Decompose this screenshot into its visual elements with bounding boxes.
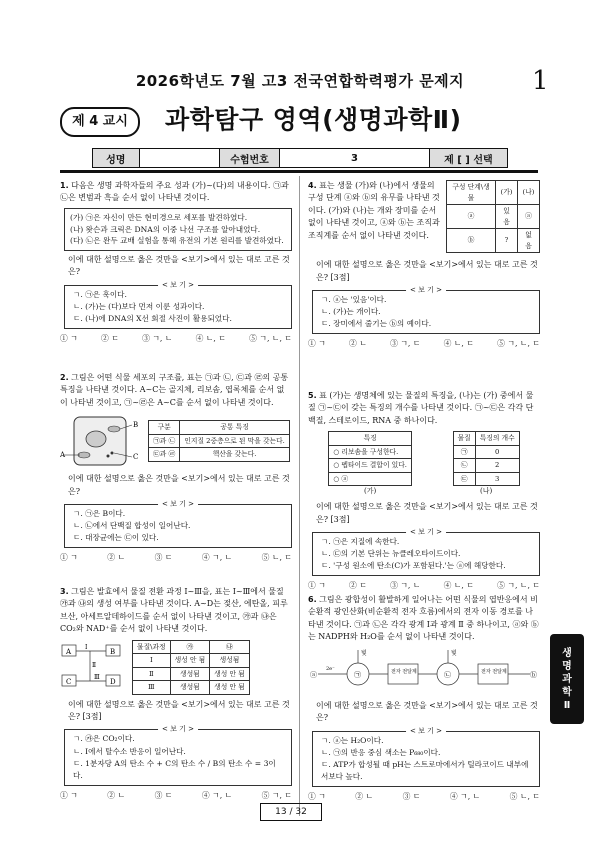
svg-text:Ⅲ: Ⅲ (94, 674, 100, 682)
q3-table: 물질\과정 ㉮ ㉯ Ⅰ 생성 안 됨 생성됨 Ⅱ 생성됨 생성 안 됨 Ⅲ 생성됨 생성 안 됨 (132, 640, 250, 695)
q3-choices: ① ㄱ ② ㄴ ③ ㄷ ④ ㄱ, ㄴ ⑤ ㄱ, ㄷ (60, 791, 292, 801)
q3-bogi: < 보 기 > ㄱ. ㉮은 CO₂이다. ㄴ. Ⅰ에서 탈수소 반응이 일어난다. ㄷ. 1분자당 A의 탄소 수 + C의 탄소 수 / B의 탄소 수 = 3이다. (64, 729, 292, 786)
q1-statements (64, 208, 292, 251)
page-footer: 13 / 32 (260, 803, 322, 821)
choice-1[interactable]: ① ㄱ (60, 334, 78, 344)
q4-bogi: < 보 기 > ㄱ. ⓐ는 '있음'이다. ㄴ. (가)는 개이다. ㄷ. 장미에서 줄기는 ⓑ의 예이다. (312, 290, 540, 334)
label-b: B (133, 421, 139, 430)
choice-3[interactable]: ③ ㄱ, ㄴ (142, 334, 173, 344)
subject-title: 과학탐구 영역(생명과학Ⅱ) (165, 105, 462, 134)
choice-4[interactable]: ④ ㄴ, ㄷ (195, 334, 226, 344)
session-badge: 제 4 교시 (60, 107, 140, 137)
question-4: 4. 표는 생물 (가)와 (나)에서 생물의 구성 단계 ⓐ와 ⓑ의 유무를 나타낸 것이다. (가)와 (나)는 개와 장미를 순서 없이 나타낸 것이고, ⓐ와 ⓑ는 조직과 조직계를 순서 없이 나타낸 것이다. 구성 단계\생물 (가) (나) ⓐ 있음 ⓐ ⓑ ? 없음 이에 대한 설명으로 옳은 것만을 <보기>에서 있는 대로 고른 것은? [3점] < 보 기 > ㄱ. ⓐ는 '있음'이다. ㄴ. (가)는 개이다. ㄷ. 장미에서 줄기는 ⓑ의 예이다. ① ㄱ ② ㄴ ③ ㄱ, ㄷ ④ ㄴ, ㄷ ⑤ ㄱ, ㄴ, ㄷ (308, 180, 540, 350)
fermentation-diagram (60, 643, 126, 691)
q2-number: 2. (60, 373, 69, 382)
name-field[interactable] (140, 149, 220, 167)
q1-item: (나) 왓슨과 크릭은 DNA의 이중 나선 구조를 알아내었다. (70, 224, 261, 234)
label-a: A (60, 451, 66, 460)
svg-text:빛: 빛 (451, 649, 457, 657)
exam-no-label: 수험번호 (220, 149, 280, 167)
svg-text:㉡: ㉡ (444, 670, 451, 679)
q5-stem: 표 (가)는 생명체에 있는 물질의 특징을, (나)는 (가) 중에서 물질 ㉠~㉢이 갖는 특징의 개수를 나타낸 것이다. ㉠~㉢은 각각 단백질, 스테로이드, RNA 중 하나이다. (308, 391, 534, 425)
q2-choices: ① ㄱ ② ㄴ ③ ㄷ ④ ㄱ, ㄴ ⑤ ㄴ, ㄷ (60, 553, 292, 563)
q6-choices: ① ㄱ ② ㄴ ③ ㄷ ④ ㄱ, ㄴ ⑤ ㄴ, ㄷ (308, 792, 540, 802)
svg-text:전자 전달계: 전자 전달계 (481, 668, 507, 675)
q2-table: 구분 공통 특징 ㉠과 ㉡ 인지질 2중층으로 된 막을 갖는다. ㉢과 ㉣ 핵산을 갖는다. (148, 420, 290, 462)
svg-text:ⓐ: ⓐ (310, 670, 317, 679)
question-2 (60, 372, 292, 564)
q1-bogi-item: ㄷ. (나)에 DNA의 X선 회절 사진이 활용되었다. (73, 314, 232, 324)
question-3: 3. 그림은 발효에서 물질 전환 과정 Ⅰ~Ⅲ을, 표는 Ⅰ~Ⅲ에서 물질 ㉮과 ㉯의 생성 여부를 나타낸 것이다. A~D는 젖산, 에탄올, 피루브산, 아세트알데하이드를 순서 없이 나타낸 것이고, ㉮과 ㉯은 CO₂와 NAD⁺를 순서 없이 나타낸 것이다. A B C D Ⅰ Ⅱ Ⅲ 물질\과정 ㉮ ㉯ Ⅰ 생성 안 됨 생성됨 Ⅱ 생성됨 생성 안 됨 Ⅲ 생성됨 생성 안 됨 이에 대한 설명으로 옳은 것만을 <보기>에서 있는 대로 고른 것은? [3점] < 보 기 > ㄱ. ㉮은 CO₂이다. ㄴ. Ⅰ에서 탈수소 반응이 일어난다. ㄷ. 1분자당 A의 탄소 수 + C의 탄소 수 / B의 탄소 수 = 3이다. ① ㄱ ② ㄴ ③ ㄷ ④ ㄱ, ㄴ ⑤ ㄱ, ㄷ (60, 586, 292, 802)
q5-table-a: 특징 ○ 리보솜을 구성한다. ○ 펩타이드 결합이 있다. ○ ⓐ (328, 431, 412, 486)
q2-stem: 그림은 어떤 식물 세포의 구조를, 표는 ㉠과 ㉡, ㉢과 ㉣의 공통 특징을 나타낸 것이다. A~C는 골지체, 리보솜, 엽록체를 순서 없이 나타낸 것이고, ㉠~㉣은 A~C를 순서 없이 나타낸 것이다. (60, 373, 289, 407)
q6-bogi: < 보 기 > ㄱ. ⓐ는 H₂O이다. ㄴ. ㉠의 반응 중심 색소는 P₆₈₀이다. ㄷ. ATP가 합성될 때 pH는 스트로마에서가 틸라코이드 내부에서보다 높다. (312, 731, 540, 788)
electron-flow-diagram (308, 646, 538, 694)
q3-stem: 그림은 발효에서 물질 전환 과정 Ⅰ~Ⅲ을, 표는 Ⅰ~Ⅲ에서 물질 ㉮과 ㉯의 생성 여부를 나타낸 것이다. A~D는 젖산, 에탄올, 피루브산, 아세트알데하이드를 순서 없이 나타낸 것이고, ㉮과 ㉯은 CO₂와 NAD⁺를 순서 없이 나타낸 것이다. (60, 587, 288, 634)
q1-item: (다) ㉡은 완두 교배 실험을 통해 유전의 기본 원리를 발견하였다. (70, 236, 284, 246)
svg-text:전자 전달계: 전자 전달계 (391, 668, 417, 675)
choice-2[interactable]: ② ㄷ (101, 334, 119, 344)
svg-text:2e⁻: 2e⁻ (326, 665, 335, 672)
q5-table-b: 물질 특징의 개수 ㉠ 0 ㉡ 2 ㉢ 3 (453, 431, 520, 486)
svg-text:D: D (110, 678, 116, 687)
svg-text:ⓑ: ⓑ (530, 670, 537, 679)
question-5: 5. 표 (가)는 생명체에 있는 물질의 특징을, (나)는 (가) 중에서 물질 ㉠~㉢이 갖는 특징의 개수를 나타낸 것이다. ㉠~㉢은 각각 단백질, 스테로이드, RNA 중 하나이다. 특징 ○ 리보솜을 구성한다. ○ 펩타이드 결합이 있다. ○ ⓐ (가) 물질 특징의 개수 ㉠ 0 ㉡ 2 ㉢ 3 (나) 이에 대한 설명으로 옳은 것만을 <보기>에서 있는 대로 고른 것은? [3점] < 보 기 > ㄱ. ㉠은 지질에 속한다. ㄴ. ㉢의 기본 단위는 뉴클레오타이드이다. ㄷ. '구성 원소에 탄소(C)가 포함된다.'는 ⓐ에 해당한다. ① ㄱ ② ㄷ ③ ㄱ, ㄴ ④ ㄴ, ㄷ ⑤ ㄱ, ㄴ, ㄷ (308, 390, 540, 592)
q1-item: (가) ㉠은 자신이 만든 현미경으로 세포를 발견하였다. (70, 212, 248, 222)
header-divider (60, 170, 538, 173)
exam-title: 2026학년도 7월 고3 전국연합학력평가 문제지 (135, 72, 465, 90)
q1-bogi-item: ㄱ. ㉠은 훅이다. (73, 289, 127, 299)
select-label: 제 [ ] 선택 (430, 149, 507, 167)
svg-text:빛: 빛 (361, 649, 367, 657)
question-1 (60, 180, 292, 345)
choice-5[interactable]: ⑤ ㄱ, ㄴ, ㄷ (249, 334, 292, 344)
q5-choices: ① ㄱ ② ㄷ ③ ㄱ, ㄴ ④ ㄴ, ㄷ ⑤ ㄱ, ㄴ, ㄷ (308, 581, 540, 591)
svg-text:B: B (110, 648, 116, 657)
svg-text:㉠: ㉠ (354, 670, 361, 679)
svg-text:C: C (66, 678, 72, 687)
q1-bogi (64, 280, 292, 329)
q1-number: 1. (60, 181, 69, 190)
q2-bogi: < 보 기 > ㄱ. ㉠은 B이다. ㄴ. ㉡에서 단백질 합성이 일어난다. ㄷ. 대장균에는 ㉢이 있다. (64, 504, 292, 548)
q4-table: 구성 단계\생물 (가) (나) ⓐ 있음 ⓐ ⓑ ? 없음 (446, 180, 540, 253)
svg-text:Ⅰ: Ⅰ (85, 644, 88, 652)
svg-text:A: A (66, 648, 72, 657)
q4-stem: 표는 생물 (가)와 (나)에서 생물의 구성 단계 ⓐ와 ⓑ의 유무를 나타낸 것이다. (가)와 (나)는 개와 장미를 순서 없이 나타낸 것이고, ⓐ와 ⓑ는 조직과 조직계를 순서 없이 나타낸 것이다. (308, 181, 440, 240)
q1-choices (60, 333, 292, 345)
column-divider (299, 176, 300, 816)
q6-stem: 그림은 광합성이 활발하게 일어나는 어떤 식물의 엽반응에서 비순환적 광인산화(비순환적 전자 흐름)에서의 전자 이동 경로를 나타낸 것이다. ㉠과 ㉡은 각각 광계 Ⅰ과 광계 Ⅱ 중 하나이고, ⓐ와 ⓑ는 NADPH와 H₂O를 순서 없이 나타낸 것이다. (308, 595, 539, 642)
name-label: 성명 (93, 149, 140, 167)
q4-choices: ① ㄱ ② ㄴ ③ ㄱ, ㄷ ④ ㄴ, ㄷ ⑤ ㄱ, ㄴ, ㄷ (308, 339, 540, 349)
info-row (92, 148, 508, 168)
subject-side-tab: 생 명 과 학 Ⅱ (550, 634, 584, 724)
page-number: 1 (532, 66, 549, 96)
q1-bogi-item: ㄴ. (가)는 (다)보다 먼저 이룬 성과이다. (73, 302, 205, 311)
q5-bogi: < 보 기 > ㄱ. ㉠은 지질에 속한다. ㄴ. ㉢의 기본 단위는 뉴클레오타이드이다. ㄷ. '구성 원소에 탄소(C)가 포함된다.'는 ⓐ에 해당한다. (312, 532, 540, 576)
svg-text:Ⅱ: Ⅱ (92, 662, 97, 670)
question-6: 6. 그림은 광합성이 활발하게 일어나는 어떤 식물의 엽반응에서 비순환적 광인산화(비순환적 전자 흐름)에서의 전자 이동 경로를 나타낸 것이다. ㉠과 ㉡은 각각 광계 Ⅰ과 광계 Ⅱ 중 하나이고, ⓐ와 ⓑ는 NADPH와 H₂O를 순서 없이 나타낸 것이다. 빛 빛 ⓐ ⓑ 전자 전달계 전자 전달계 ㉠ ㉡ 2e⁻ 이에 대한 설명으로 옳은 것만을 <보기>에서 있는 대로 고른 것은? < 보 기 > ㄱ. ⓐ는 H₂O이다. ㄴ. ㉠의 반응 중심 색소는 P₆₈₀이다. ㄷ. ATP가 합성될 때 pH는 스트로마에서가 틸라코이드 내부에서보다 높다. ① ㄱ ② ㄴ ③ ㄷ ④ ㄱ, ㄴ ⑤ ㄴ, ㄷ (308, 594, 540, 803)
plant-cell-diagram (60, 413, 140, 469)
bogi-title: < 보 기 > (158, 280, 198, 291)
q1-stem: 다음은 생명 과학자들의 주요 성과 (가)~(다)의 내용이다. ㉠과 ㉡은 변범과 흑을 순서 없이 나타낸 것이다. (60, 181, 289, 203)
q1-prompt: 이에 대한 설명으로 옳은 것만을 <보기>에서 있는 대로 고른 것은? (68, 255, 290, 277)
exam-no-digit[interactable]: 3 (280, 149, 430, 167)
q2-prompt: 이에 대한 설명으로 옳은 것만을 <보기>에서 있는 대로 고른 것은? (68, 474, 290, 496)
label-c: C (133, 453, 139, 462)
